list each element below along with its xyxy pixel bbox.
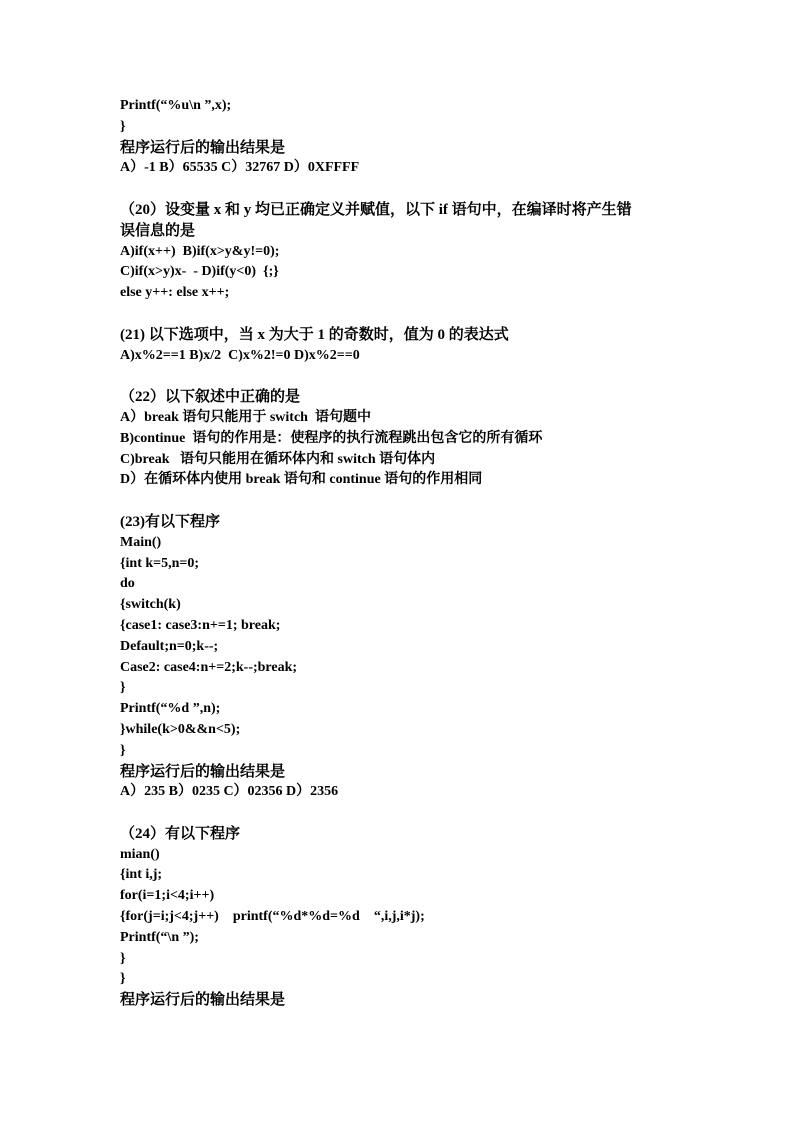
code-line: Printf(“%u\n ”,x); (120, 98, 232, 113)
answer-options: C)if(x>y)x- - D)if(y<0) {;} (120, 264, 279, 280)
paragraph-gap (120, 179, 720, 200)
question-text: 误信息的是 (120, 222, 196, 239)
code-line: } (120, 971, 126, 987)
question-text: （22）以下叙述中正确的是 (120, 389, 301, 406)
answer-options: A）-1 B）65535 C）32767 D）0XFFFF (120, 160, 360, 176)
question-23 (120, 512, 720, 803)
answer-options: A)x%2==1 B)x/2 C)x%2!=0 D)x%2==0 (120, 347, 360, 363)
answer-option-a: A）break 语句只能用于 switch 语句题中 (120, 409, 371, 425)
question-21 (120, 325, 720, 367)
code-line: {int k=5,n=0; (120, 555, 200, 571)
answer-options: else y++: else x++; (120, 285, 230, 301)
code-line: for(i=1;i<4;i++) (120, 888, 215, 904)
code-line: } (120, 680, 126, 696)
paragraph-gap (120, 491, 720, 512)
code-line: Main() (120, 534, 162, 550)
answer-option-b: B)continue 语句的作用是：使程序的执行流程跳出包含它的所有循环 (120, 430, 543, 446)
answer-option-d: D）在循环体内使用 break 语句和 continue 语句的作用相同 (120, 472, 483, 488)
code-line: {switch(k) (120, 597, 181, 613)
question-text: (21) 以下选项中，当 x 为大于 1 的奇数时，值为 0 的表达式 (120, 326, 509, 343)
code-line: mian() (120, 846, 160, 862)
question-24 (120, 824, 720, 1011)
code-line: Printf(“%d ”,n); (120, 701, 221, 717)
code-line: } (120, 950, 126, 966)
code-line: Case2: case4:n+=2;k--;break; (120, 659, 298, 675)
code-line: {case1: case3:n+=1; break; (120, 617, 281, 633)
question-20 (120, 200, 720, 304)
paragraph-gap (120, 803, 720, 824)
code-line: } (120, 742, 126, 758)
code-line: }while(k>0&&n<5); (120, 721, 241, 737)
code-line: {for(j=i;j<4;j++) printf(“%d*%d=%d “,i,j,i*j); (120, 909, 425, 925)
document-body (120, 96, 720, 1011)
answer-options: A）235 B）0235 C）02356 D）2356 (120, 784, 339, 800)
answer-option-c: C)break 语句只能用在循环体内和 switch 语句体内 (120, 451, 436, 467)
question-19-tail (120, 96, 720, 179)
code-line: do (120, 576, 135, 592)
code-line: Printf(“\n ”); (120, 929, 199, 945)
paragraph-gap (120, 304, 720, 325)
question-prompt: 程序运行后的输出结果是 (120, 763, 286, 780)
answer-options: A)if(x++) B)if(x>y&y!=0); (120, 243, 280, 259)
question-text: (23)有以下程序 (120, 513, 220, 530)
code-line: Default;n=0;k--; (120, 638, 219, 654)
code-line: } (120, 118, 126, 134)
paragraph-gap (120, 366, 720, 387)
question-text: （20）设变量 x 和 y 均已正确定义并赋值，以下 if 语句中，在编译时将产生错 (120, 201, 632, 218)
question-text: （24）有以下程序 (120, 825, 241, 842)
question-prompt: 程序运行后的输出结果是 (120, 992, 286, 1009)
code-line: {int i,j; (120, 867, 163, 883)
question-prompt: 程序运行后的输出结果是 (120, 139, 286, 156)
question-22 (120, 387, 720, 491)
